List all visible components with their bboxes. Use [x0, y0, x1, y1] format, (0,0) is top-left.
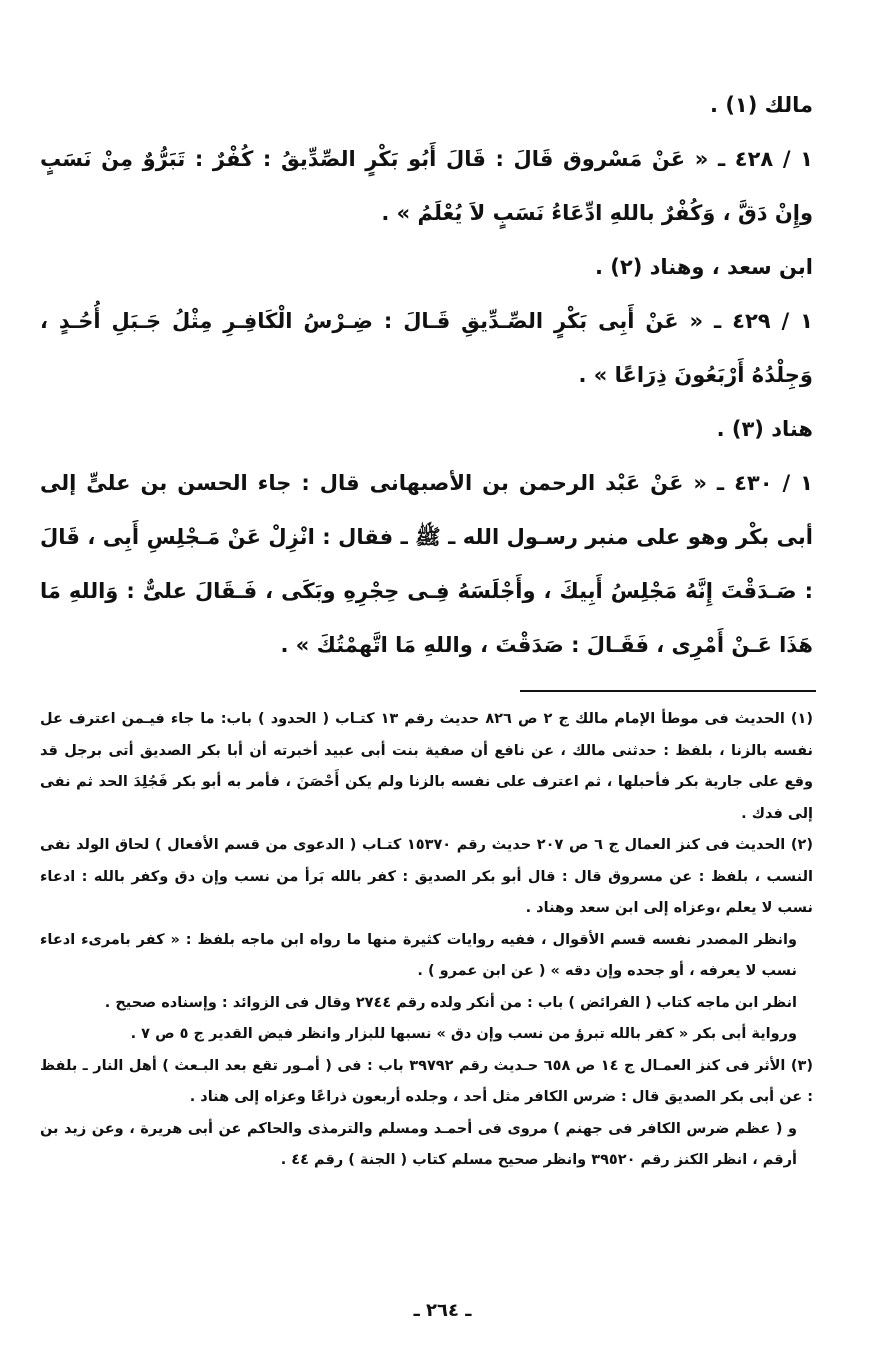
hadith-428-source: ابن سعد ، وهناد (٢) . — [594, 255, 813, 279]
intro-line: مالك (١) . — [710, 93, 813, 117]
footnotes — [40, 704, 813, 1177]
footnote-3-note-a: و ( عظم ضرس الكافر فى جهنم ) مروى فى أحمـد ومسلم والترمذى والحاكم عن أبى هريرة ، وعن زيد بن أرقم ، انظر الكنز رقم ٣٩٥٢٠ وانظر صحيح مسلم كتاب ( الجنة ) رقم ٤٤ . — [40, 1120, 797, 1168]
footnote-2-note-c: ورواية أبى بكر « كفر بالله تبرؤ من نسب وإن دق » نسبها للبزار وانظر فيض القدير ج ٥ ص ٧ . — [130, 1026, 797, 1042]
hadith-429: ١ / ٤٢٩ ـ « عَنْ أَبِى بَكْرٍ الصِّـدِّيقِ قَـالَ : ضِـرْسُ الْكَافِـرِ مِثْلُ جَـبَلِ أُحُـدٍ ، وَجِلْدُهُ أَرْبَعُونَ ذِرَاعًا » . — [40, 309, 813, 387]
footnote-3: (٣) الأثر فى كنز العمـال ج ١٤ ص ٦٥٨ حـديث رقم ٣٩٧٩٢ باب : فى ( أمـور تقع بعد البـعث ) أهل النار ـ بلفظ : عن أبى بكر الصديق قال : ضرس الكافر مثل أحد ، وجلده أربعون ذراعًا وعزاه إلى هناد . — [40, 1057, 814, 1105]
footnote-2: (٢) الحديث فى كنز العمال ج ٦ ص ٢٠٧ حديث رقم ١٥٣٧٠ كتـاب ( الدعوى من قسم الأفعال ) لحاق الولد نفى النسب ، بلفظ : عن مسروق قال : قال أبو بكر الصديق : كفر بالله بَرأ من نسب وإن دق وكفر بالله : ادعاء نسب لا يعلم ،وعزاه إلى ابن سعد وهناد . — [40, 837, 813, 916]
hadith-430: ١ / ٤٣٠ ـ « عَنْ عَبْد الرحمن بن الأصبهانى قال : جاء الحسن بن علىٍّ إلى أبى بكْر وهو على منبر رسـول الله ـ ﷺ ـ فقال : انْزِلْ عَنْ مَـجْلِسِ أَبِى ، قَالَ : صَـدَقْتَ إِنَّهُ مَجْلِسُ أَبِيكَ ، وأَجْلَسَهُ فِـى حِجْرِهِ وبَكَى ، فَـقَالَ علىٌّ : وَاللهِ مَا هَذَا عَـنْ أَمْرِى ، فَقَـالَ : صَدَقْتَ ، واللهِ مَا اتَّهمْتُكَ » . — [40, 471, 813, 657]
hadith-429-source: هناد (٣) . — [716, 417, 813, 441]
footnote-1: (١) الحديث فى موطأ الإمام مالك ج ٢ ص ٨٢٦ حديث رقم ١٣ كتـاب ( الحدود ) باب: ما جاء فيـمن اعترف عل نفسه بالزنا ، بلفظ : حدثنى مالك ، عن نافع أن صفية بنت أبى عبيد أخبرته أن أبا بكر الصديق أتى برجل قد وقع على جارية بكر فأحبلها ، ثم اعترف على نفسه بالزنا ولم يكن أَحْصَنَ ، فأمر به أبو بكر فَجُلِدَ الحد ثم نفى إلى فدك . — [40, 711, 813, 822]
footnote-2-note-a: وانظر المصدر نفسه قسم الأقوال ، ففيه روايات كثيرة منها ما رواه ابن ماجه بلفظ : « كفر بامرىء ادعاء نسب لا يعرفه ، أو جحده وإن دقه » ( عن ابن عمرو ) . — [40, 931, 797, 979]
footnote-2-note-b: انظر ابن ماجه كتاب ( الفرائض ) باب : من أنكر ولده رقم ٢٧٤٤ وقال فى الزوائد : وإسناده صحيح . — [104, 994, 797, 1011]
hadith-428: ١ / ٤٢٨ ـ « عَنْ مَسْروق قَالَ : قَالَ أَبُو بَكْرٍ الصِّدِّيقُ : كُفْرٌ : تَبَرُّوٌ مِنْ نَسَبٍ وإِنْ دَقَّ ، وَكُفْرٌ باللهِ ادِّعَاءُ نَسَبٍ لاَ يُعْلَمُ » . — [40, 147, 813, 225]
main-text — [40, 78, 813, 672]
page-number: ـ ٢٦٤ ـ — [413, 1300, 472, 1321]
footnote-divider — [520, 690, 816, 692]
